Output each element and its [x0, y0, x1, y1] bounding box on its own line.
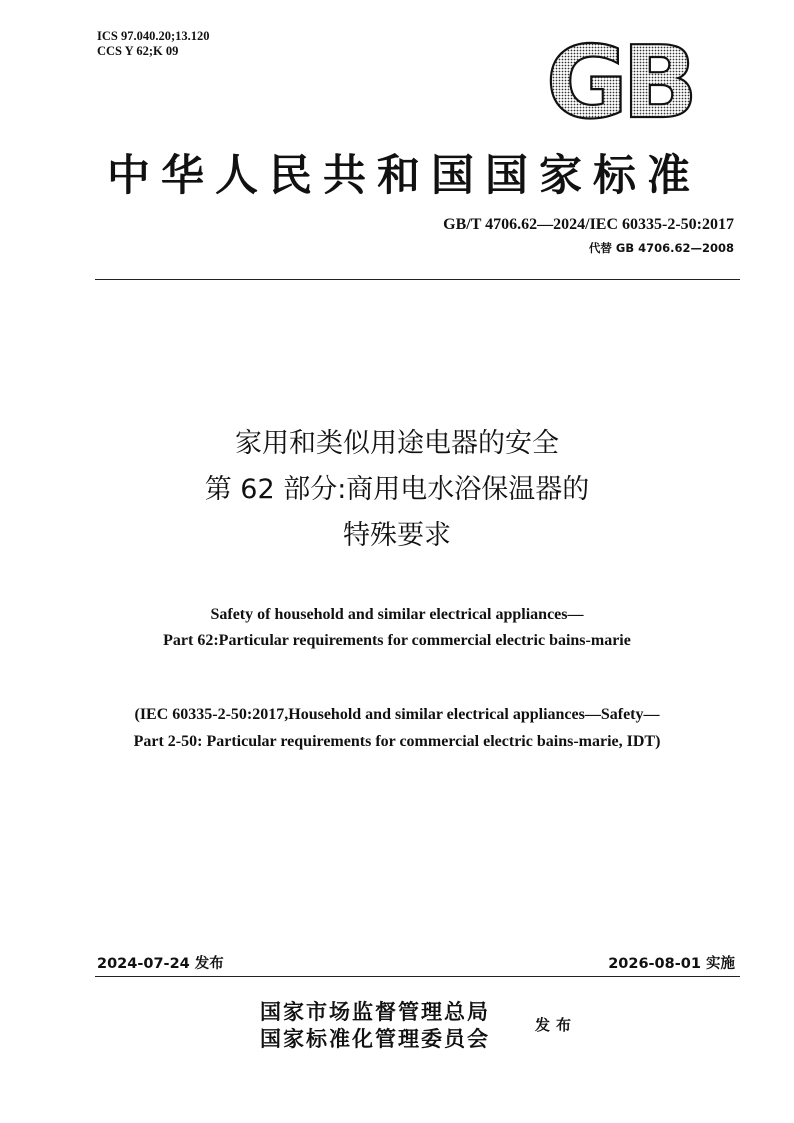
implementation-date: 2026-08-01 实施: [608, 956, 735, 972]
footer-divider: [95, 976, 740, 977]
header-divider: [95, 279, 740, 280]
standard-number: GB/T 4706.62—2024/IEC 60335-2-50:2017: [443, 216, 734, 233]
chinese-title: [0, 421, 794, 559]
issue-date: 2024-07-24 发布: [97, 956, 224, 972]
iec-reference-line: (IEC 60335-2-50:2017,Household and similar electrical appliances—Safety—: [134, 706, 660, 723]
publish-label: 发布: [535, 1016, 578, 1034]
svg-text:GB: GB: [545, 37, 693, 125]
issuer-line: 国家标准化管理委员会: [260, 1026, 490, 1051]
issuing-authorities: [260, 998, 490, 1052]
classification-codes: [97, 29, 210, 59]
chinese-title-line: 家用和类似用途电器的安全: [235, 428, 559, 459]
english-title-line: Safety of household and similar electrical appliances—: [210, 606, 584, 623]
iec-reference: [0, 701, 794, 755]
iec-reference-line: Part 2-50: Particular requirements for commercial electric bains-marie, IDT): [133, 733, 661, 750]
gb-logo-icon: [543, 37, 695, 125]
ccs-code: CCS Y 62;K 09: [97, 44, 179, 58]
issuer-line: 国家市场监督管理总局: [260, 999, 490, 1024]
chinese-title-line: 第 62 部分:商用电水浴保温器的: [204, 474, 590, 505]
replaces-standard: 代替 GB 4706.62—2008: [588, 241, 734, 255]
english-title-line: Part 62:Particular requirements for commercial electric bains-marie: [163, 632, 631, 649]
english-title: [0, 602, 794, 654]
ics-code: ICS 97.040.20;13.120: [97, 29, 210, 43]
chinese-title-line: 特殊要求: [343, 520, 451, 551]
standard-category-title: 中华人民共和国国家标准: [107, 151, 701, 201]
